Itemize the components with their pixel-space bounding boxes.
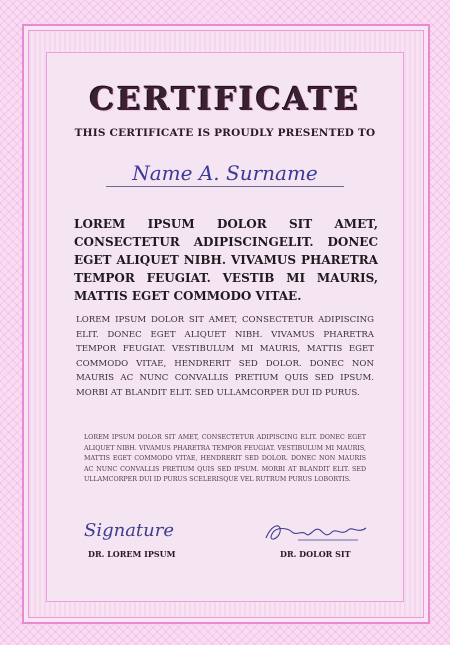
signature-left: Signature [84, 520, 175, 541]
signature-right [262, 518, 372, 546]
certificate-subtitle: THIS CERTIFICATE IS PROUDLY PRESENTED TO [74, 127, 376, 139]
signer-right: DR. DOLOR SIT [280, 549, 351, 559]
signature-right-icon [262, 518, 372, 546]
name-underline [106, 186, 344, 187]
recipient-name: Name A. Surname [132, 161, 318, 185]
paragraph-medium: LOREM IPSUM DOLOR SIT AMET, CONSECTETUR ADIPISCING ELIT. DONEC EGET ALIQUET NIBH. VIVAMUS PHARETRA TEMPOR FEUGIAT. VESTIBULUM MI MAURIS, MATTIS EGET COMMODO VITAE, HENDRERIT SED DOLOR. DONEC NON MAURIS AC NUNC CONVALLIS PRETIUM QUIS SED IPSUM. MORBI AT BLANDIT ELIT. SED ULLAMCORPER DUI ID PURUS. [76, 315, 374, 398]
certificate-title: CERTIFICATE [89, 80, 361, 118]
signer-left: DR. LOREM IPSUM [88, 549, 176, 559]
paragraph-small: LOREM IPSUM DOLOR SIT AMET, CONSECTETUR ADIPISCING ELIT. DONEC EGET ALIQUET NIBH. VIVAMUS PHARETRA TEMPOR FEUGIAT. VESTIBULUM MI MAURIS, MATTIS EGET COMMODO VITAE, HENDRERIT SED DOLOR. DONEC NON MAURIS AC NUNC CONVALLIS PRETIUM QUIS SED IPSUM. MORBI AT BLANDIT ELIT. SED ULLAMCORPER DUI ID PURUS SCELERISQUE VEL RUTRUM PURUS LOBORTIS. [84, 434, 366, 483]
paragraph-large: LOREM IPSUM DOLOR SIT AMET, CONSECTETUR ADIPISCINGELIT. DONEC EGET ALIQUET NIBH. VIVAMUS PHARETRA TEMPOR FEUGIAT. VESTIB MI MAURIS, MATTIS EGET COMMODO VITAE. [74, 217, 378, 303]
